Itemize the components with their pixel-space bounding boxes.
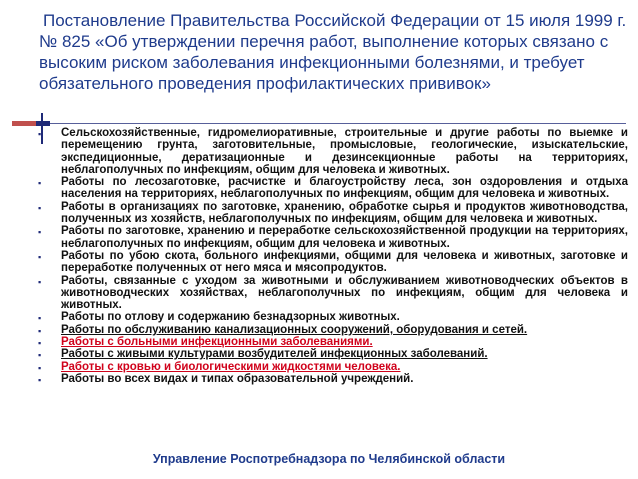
square-bullet-icon: ▪ — [38, 251, 42, 262]
list-item — [38, 127, 628, 176]
list-item-text: Работы с живыми культурами возбудителей инфекционных заболеваний. — [61, 348, 488, 361]
list-item-text: Работы с кровью и биологическими жидкостями человека. — [61, 360, 401, 373]
list-item-text: Работы, связанные с уходом за животными и обслуживанием животноводческих объектов в животноводческих хозяйствах, неблагополучных по инфекциям, общим для человека и животных. — [61, 274, 628, 312]
list-item-text: Работы с больными инфекционными заболеваниями. — [61, 336, 373, 349]
list-item-text: Работы по обслуживанию канализационных сооружений, оборудования и сетей. — [61, 323, 528, 336]
decor-navy-bar — [36, 121, 50, 126]
list-item-text: Работы во всех видах и типах образовательной учреждений. — [61, 372, 414, 385]
square-bullet-icon: ▪ — [38, 178, 42, 189]
list-item-text: Работы по заготовке, хранению и переработке сельскохозяйственной продукции на территориях, неблагополучных по инфекциям, общим для человека и животных. — [61, 225, 628, 250]
square-bullet-icon: ▪ — [38, 362, 42, 373]
list-item — [38, 176, 628, 201]
list-item — [38, 201, 628, 226]
list-item — [38, 373, 628, 385]
square-bullet-icon: ▪ — [38, 338, 42, 349]
square-bullet-icon: ▪ — [38, 350, 42, 361]
square-bullet-icon: ▪ — [38, 129, 42, 139]
work-list — [38, 127, 628, 385]
list-item-text: Работы в организациях по заготовке, хранению, обработке сырья и продуктов животноводства, полученных из хозяйств, неблагополучных по инфекциям, общим для человека и животных. — [61, 200, 628, 226]
list-item — [38, 225, 628, 250]
list-item — [38, 348, 628, 360]
list-item — [38, 250, 628, 275]
square-bullet-icon: ▪ — [38, 227, 42, 238]
list-item-text: Сельскохозяйственные, гидромелиоративные, строительные и другие работы по выемке и перемещению грунта, заготовительные, промысловые, геологические, изыскательские, экспедиционные, дератизационные и дезинсекционные работы на территориях, неблагополучных по инфекциям, общим для человека и животных. — [61, 127, 628, 176]
square-bullet-icon: ▪ — [38, 325, 42, 336]
decor-red-bar — [12, 121, 36, 126]
square-bullet-icon: ▪ — [38, 313, 42, 324]
square-bullet-icon: ▪ — [38, 202, 42, 213]
list-item-text: Работы по лесозаготовке, расчистке и благоустройству леса, зон оздоровления и отдыха населения на территориях, неблагополучных по инфекциям, общим для человека и животных. — [61, 176, 628, 201]
square-bullet-icon: ▪ — [38, 374, 42, 385]
list-item-text: Работы по убою скота, больного инфекциями, общими для человека и животных, заготовке и переработке полученных от него мяса и мясопродуктов. — [61, 249, 628, 275]
square-bullet-icon: ▪ — [38, 276, 42, 287]
list-item — [38, 275, 628, 312]
list-item — [38, 361, 628, 373]
document-title: Постановление Правительства Российской Федерации от 15 июля 1999 г. № 825 «Об утверждении перечня работ, выполнение которых связано с высоким риском заболевания инфекционными болезнями, и требует обязательного проведения профилактических прививок» — [39, 11, 627, 93]
list-item — [38, 336, 628, 348]
list-item-text: Работы по отлову и содержанию безнадзорных животных. — [61, 311, 400, 324]
list-item — [38, 311, 628, 323]
footer-organization: Управление Роспотребнадзора по Челябинской области — [152, 452, 506, 466]
list-item — [38, 324, 628, 336]
